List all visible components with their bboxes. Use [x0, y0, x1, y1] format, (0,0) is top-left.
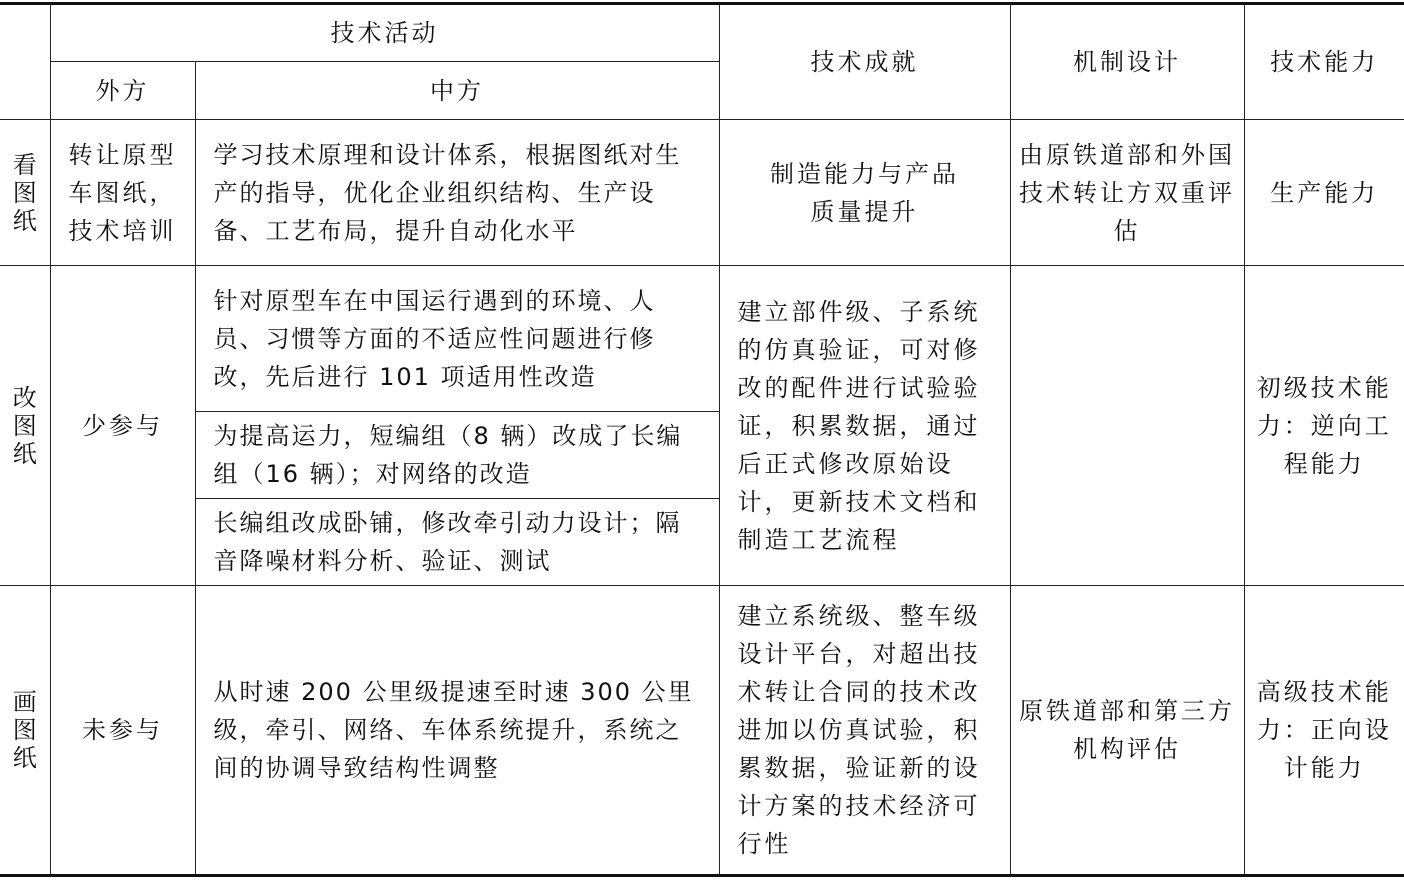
header-activity: 技术活动 — [50, 4, 719, 62]
header-capability: 技术能力 — [1244, 4, 1404, 120]
modify-chinese-1: 针对原型车在中国运行遇到的环境、人员、习惯等方面的不适应性问题进行修改，先后进行 101 项适用性改造 — [195, 266, 719, 412]
header-achievement: 技术成就 — [719, 4, 1010, 120]
draw-chinese: 从时速 200 公里级提速至时速 300 公里级，牵引、网络、车体系统提升，系统之间的协调导致结构性调整 — [195, 586, 719, 876]
header-mechanism: 机制设计 — [1010, 4, 1244, 120]
draw-achievement: 建立系统级、整车级设计平台，对超出技术转让合同的技术改进加以仿真试验，积累数据，验证新的设计方案的技术经济可行性 — [719, 586, 1010, 876]
header-chinese: 中方 — [195, 62, 719, 120]
modify-foreign: 少参与 — [50, 266, 195, 586]
modify-capability: 初级技术能力：逆向工程能力 — [1244, 266, 1404, 586]
modify-mechanism — [1010, 266, 1244, 586]
stage-look: 看图纸 — [0, 120, 50, 266]
modify-chinese-2: 为提高运力，短编组（8 辆）改成了长编组（16 辆）；对网络的改造 — [195, 412, 719, 499]
look-chinese: 学习技术原理和设计体系，根据图纸对生产的指导，优化企业组织结构、生产设备、工艺布局，提升自动化水平 — [195, 120, 719, 266]
header-foreign: 外方 — [50, 62, 195, 120]
look-achievement: 制造能力与产品质量提升 — [719, 120, 1010, 266]
draw-foreign: 未参与 — [50, 586, 195, 876]
draw-capability: 高级技术能力：正向设计能力 — [1244, 586, 1404, 876]
modify-achievement: 建立部件级、子系统的仿真验证，可对修改的配件进行试验验证，积累数据，通过后正式修改原始设计，更新技术文档和制造工艺流程 — [719, 266, 1010, 586]
stage-modify: 改图纸 — [0, 266, 50, 586]
modify-chinese-3: 长编组改成卧铺，修改牵引动力设计；隔音降噪材料分析、验证、测试 — [195, 499, 719, 586]
look-foreign: 转让原型车图纸，技术培训 — [50, 120, 195, 266]
technology-table — [0, 2, 1404, 877]
look-capability: 生产能力 — [1244, 120, 1404, 266]
draw-mechanism: 原铁道部和第三方机构评估 — [1010, 586, 1244, 876]
corner-cell — [0, 4, 50, 120]
look-mechanism: 由原铁道部和外国技术转让方双重评估 — [1010, 120, 1244, 266]
stage-draw: 画图纸 — [0, 586, 50, 876]
